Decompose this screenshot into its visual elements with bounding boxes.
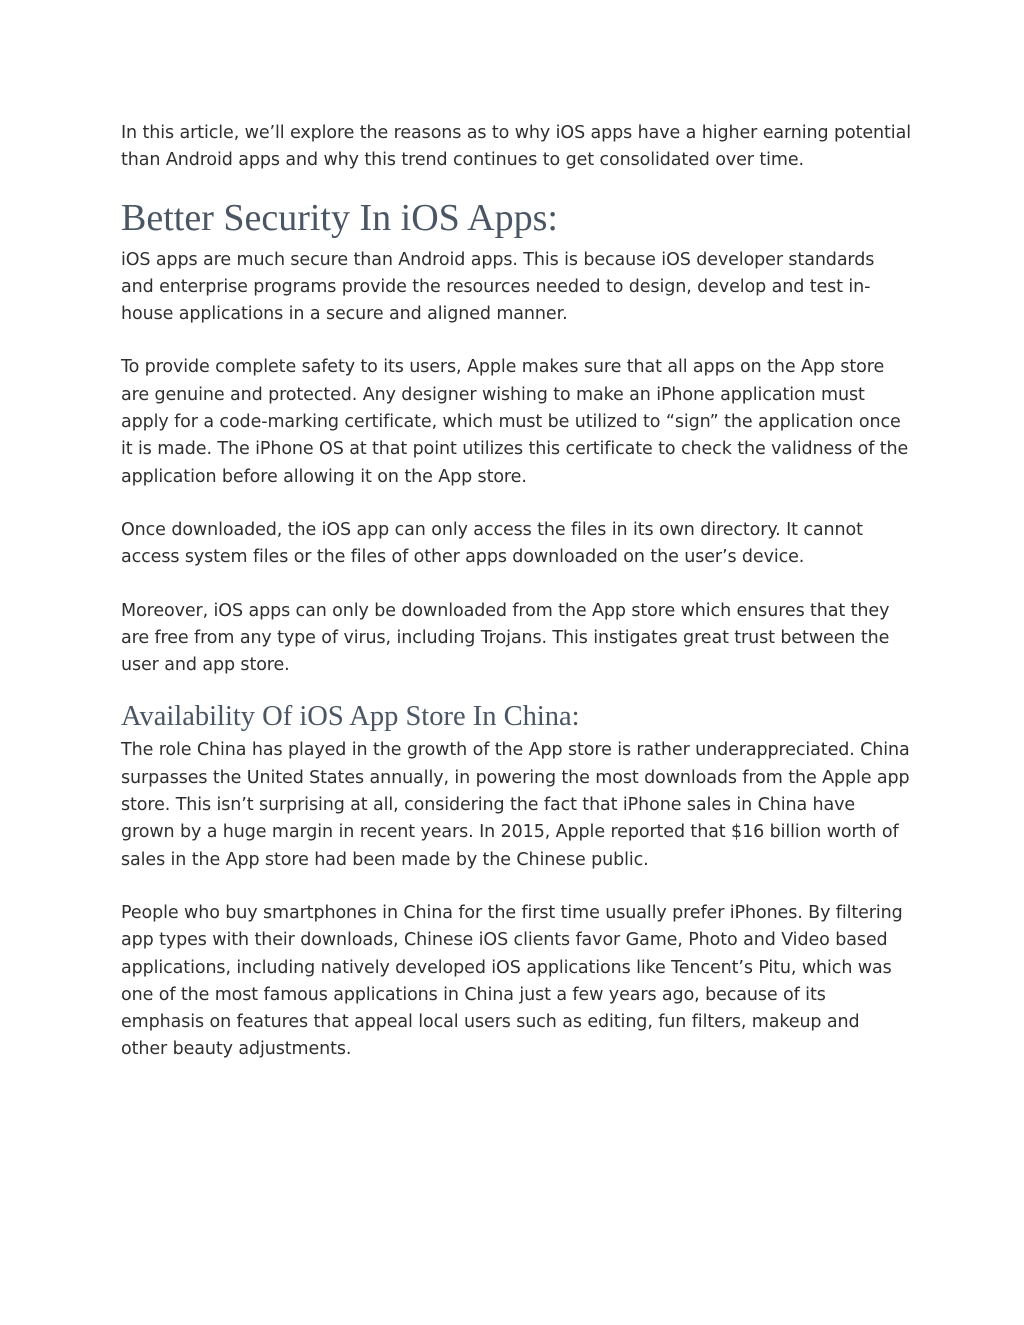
security-paragraph-1: iOS apps are much secure than Android apps. This is because iOS developer standards and enterprise programs provide the resources needed to design, develop and test in-house applications in a secure and aligned manner. — [121, 249, 875, 325]
section-heading-china: Availability Of iOS App Store In China: — [121, 701, 580, 733]
security-paragraph-3: Once downloaded, the iOS app can only access the files in its own directory. It cannot access system files or the files of other apps downloaded on the user’s device. — [121, 519, 863, 568]
document-page — [121, 120, 911, 1064]
china-paragraph-1: The role China has played in the growth of the App store is rather underappreciated. China surpasses the United States annually, in powering the most downloads from the Apple app store. This isn’t surprising at all, considering the fact that iPhone sales in China have grown by a huge margin in recent years. In 2015, Apple reported that $16 billion worth of sales in the App store had been made by the Chinese public. — [121, 740, 910, 870]
china-paragraph-2: People who buy smartphones in China for the first time usually prefer iPhones. By filtering app types with their downloads, Chinese iOS clients favor Game, Photo and Video based applications, including natively developed iOS applications like Tencent’s Pitu, which was one of the most famous applications in China just a few years ago, because of its emphasis on features that appeal local users such as editing, fun filters, makeup and other beauty adjustments. — [121, 902, 903, 1060]
section-heading-security: Better Security In iOS Apps: — [121, 196, 558, 239]
security-paragraph-2: To provide complete safety to its users, Apple makes sure that all apps on the App store are genuine and protected. Any designer wishing to make an iPhone application must apply for a code-marking certificate, which must be utilized to “sign” the application once it is made. The iPhone OS at that point utilizes this certificate to check the validness of the application before allowing it on the App store. — [121, 357, 909, 487]
security-paragraph-4: Moreover, iOS apps can only be downloaded from the App store which ensures that they are free from any type of virus, including Trojans. This instigates great trust between the user and app store. — [121, 600, 890, 676]
intro-paragraph: In this article, we’ll explore the reasons as to why iOS apps have a higher earning potential than Android apps and why this trend continues to get consolidated over time. — [121, 123, 911, 171]
